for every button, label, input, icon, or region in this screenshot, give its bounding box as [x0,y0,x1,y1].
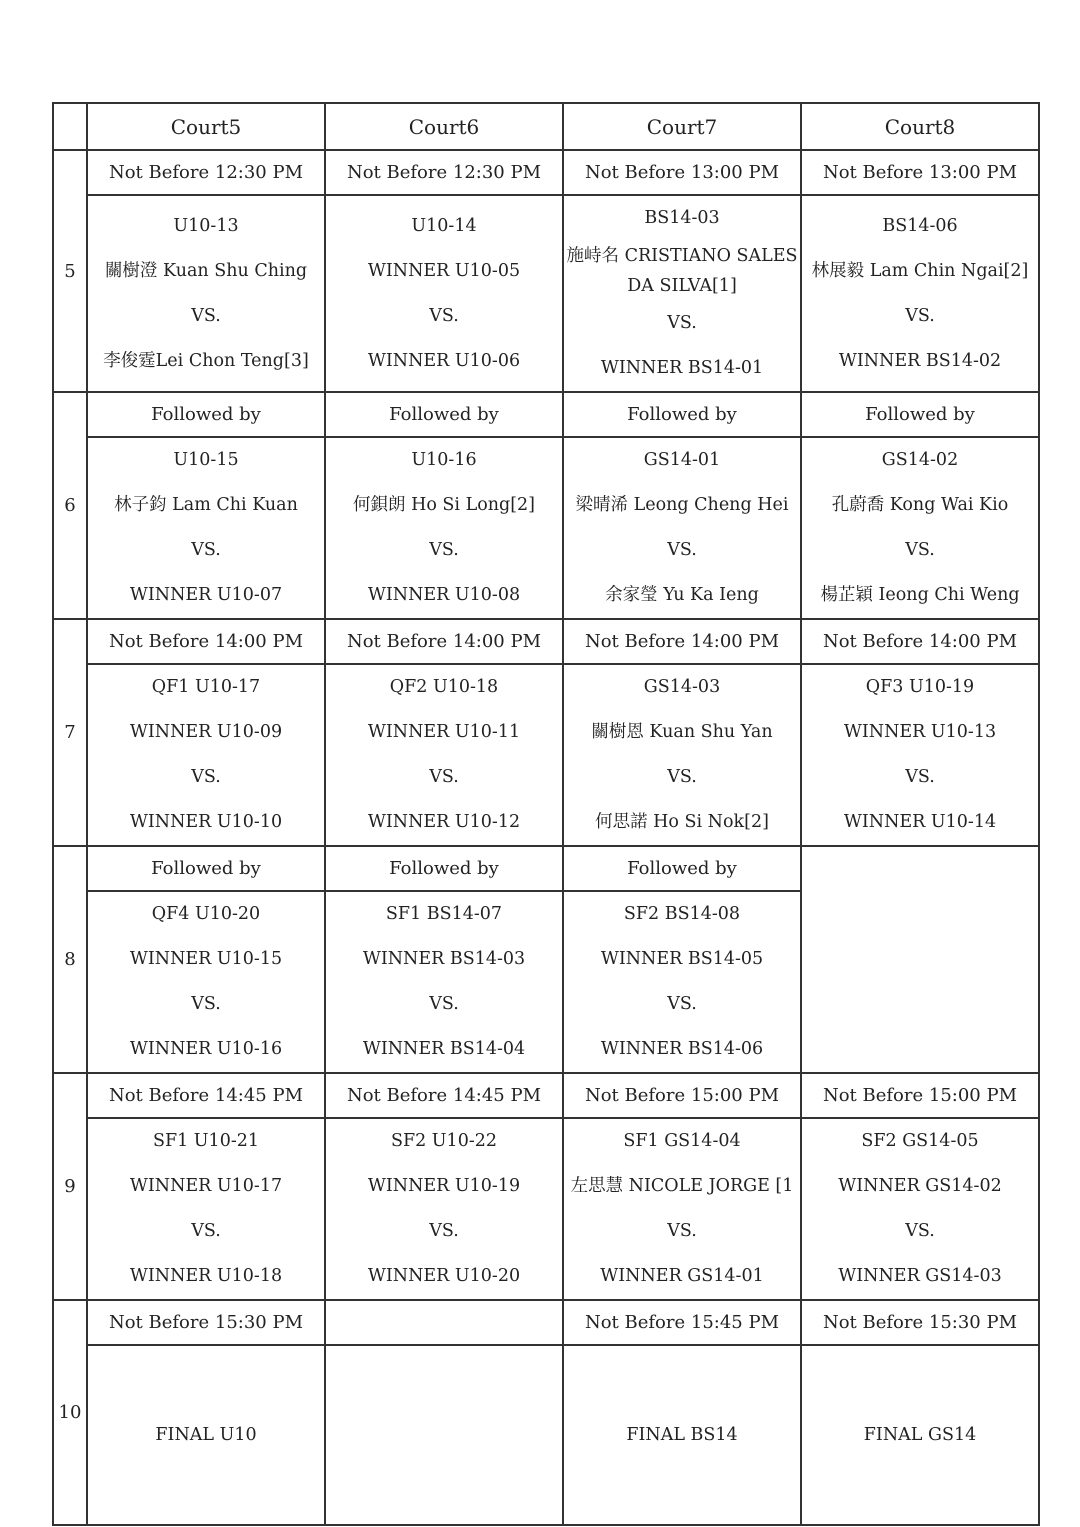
match-cell [801,195,1039,392]
final-cell: FINAL BS14 [563,1345,801,1525]
corner-cell [53,103,87,150]
versus-label: VS. [191,540,221,560]
player-one: WINNER BS14-03 [362,949,526,969]
schedule-table [52,102,1040,1526]
player-two: WINNER U10-20 [367,1266,521,1286]
versus-label: VS. [667,994,697,1014]
player-two: WINNER GS14-03 [838,1266,1002,1286]
match-code: SF1 GS14-04 [623,1131,741,1151]
player-two: 何思諾 Ho Si Nok[2] [595,812,769,832]
time-row [53,1073,1039,1118]
player-one: WINNER U10-17 [129,1176,283,1196]
match-row [53,1118,1039,1300]
match-code: U10-15 [173,450,239,470]
time-cell: Not Before 13:00 PM [801,150,1039,195]
versus-label: VS. [191,994,221,1014]
time-cell: Not Before 15:00 PM [801,1073,1039,1118]
player-one: WINNER U10-15 [129,949,283,969]
time-cell: Not Before 14:45 PM [325,1073,563,1118]
player-two: 李俊霆Lei Chon Teng[3] [103,350,309,371]
time-cell: Followed by [325,846,563,891]
player-one: 梁晴浠 Leong Cheng Hei [575,495,789,515]
versus-label: VS. [429,305,459,326]
court-header: Court5 [87,103,325,150]
time-cell: Not Before 12:30 PM [325,150,563,195]
player-two: WINNER U10-18 [129,1266,283,1286]
match-code: U10-13 [173,215,239,236]
final-cell [325,1345,563,1525]
player-two: WINNER U10-07 [129,585,283,605]
versus-label: VS. [429,767,459,787]
versus-label: VS. [429,540,459,560]
time-row [53,1300,1039,1345]
final-cell: FINAL U10 [87,1345,325,1525]
match-cell [801,437,1039,619]
versus-label: VS. [191,305,221,326]
round-number: 5 [53,150,87,392]
player-two: 楊芷穎 Ieong Chi Weng [820,585,1020,605]
time-cell: Not Before 14:00 PM [87,619,325,664]
match-code: U10-16 [411,450,477,470]
match-cell [801,664,1039,846]
round-number: 8 [53,846,87,1073]
match-code: GS14-01 [643,450,721,470]
round-number: 10 [53,1300,87,1525]
match-code: QF4 U10-20 [151,904,261,924]
player-two: WINNER BS14-02 [838,350,1002,371]
match-code: GS14-03 [643,677,721,697]
match-code: SF1 BS14-07 [385,904,503,924]
player-one: WINNER BS14-05 [600,949,764,969]
match-code: QF1 U10-17 [151,677,261,697]
match-code: QF2 U10-18 [389,677,499,697]
player-one: 林展毅 Lam Chin Ngai[2] [811,260,1029,281]
versus-label: VS. [191,1221,221,1241]
match-code: SF2 GS14-05 [861,1131,979,1151]
time-cell: Not Before 15:45 PM [563,1300,801,1345]
time-cell: Followed by [87,392,325,437]
player-two: WINNER U10-10 [129,812,283,832]
versus-label: VS. [667,1221,697,1241]
time-cell: Not Before 14:45 PM [87,1073,325,1118]
final-cell: FINAL GS14 [801,1345,1039,1525]
time-cell [325,1300,563,1345]
time-cell: Not Before 14:00 PM [801,619,1039,664]
match-cell [801,1118,1039,1300]
player-one: 左思慧 NICOLE JORGE [1 [570,1176,794,1196]
time-row [53,150,1039,195]
versus-label: VS. [667,313,697,333]
match-cell [87,664,325,846]
time-cell: Not Before 14:00 PM [325,619,563,664]
player-two: WINNER U10-14 [843,812,997,832]
match-code: SF1 U10-21 [152,1131,260,1151]
player-two: WINNER U10-16 [129,1039,283,1059]
player-one: 關樹澄 Kuan Shu Ching [104,260,308,281]
match-cell [563,891,801,1073]
time-cell: Followed by [325,392,563,437]
match-cell [87,437,325,619]
player-one: WINNER GS14-02 [838,1176,1002,1196]
time-cell: Not Before 14:00 PM [563,619,801,664]
court-header: Court7 [563,103,801,150]
round-number: 7 [53,619,87,846]
match-code: QF3 U10-19 [865,677,975,697]
player-one: WINNER U10-19 [367,1176,521,1196]
court-header: Court8 [801,103,1039,150]
match-code: SF2 BS14-08 [623,904,741,924]
empty-cell [801,846,1039,1073]
time-cell: Not Before 15:30 PM [87,1300,325,1345]
versus-label: VS. [429,994,459,1014]
round-number: 6 [53,392,87,619]
court-header: Court6 [325,103,563,150]
player-one: 關樹恩 Kuan Shu Yan [591,722,773,742]
player-two: WINNER U10-12 [367,812,521,832]
match-cell [325,437,563,619]
versus-label: VS. [191,767,221,787]
match-cell [325,891,563,1073]
versus-label: VS. [667,540,697,560]
match-row [53,195,1039,392]
versus-label: VS. [905,305,935,326]
match-cell [87,891,325,1073]
player-one: 孔蔚喬 Kong Wai Kio [831,495,1009,515]
time-cell: Not Before 15:30 PM [801,1300,1039,1345]
time-cell: Not Before 12:30 PM [87,150,325,195]
match-row [53,1345,1039,1525]
match-code: SF2 U10-22 [390,1131,498,1151]
match-cell [563,195,801,392]
time-cell: Not Before 13:00 PM [563,150,801,195]
court-header-row [53,103,1039,150]
player-two: WINNER GS14-01 [600,1266,764,1286]
player-one: WINNER U10-05 [367,260,521,281]
time-row [53,619,1039,664]
player-one: 林子鈞 Lam Chi Kuan [114,495,298,515]
versus-label: VS. [905,767,935,787]
player-one: WINNER U10-09 [129,722,283,742]
player-two: WINNER BS14-01 [600,358,764,378]
match-row [53,664,1039,846]
time-cell: Followed by [563,392,801,437]
versus-label: VS. [905,1221,935,1241]
versus-label: VS. [429,1221,459,1241]
match-cell [87,195,325,392]
match-cell [325,195,563,392]
match-code: GS14-02 [881,450,959,470]
versus-label: VS. [905,540,935,560]
time-cell: Followed by [801,392,1039,437]
match-code: BS14-06 [882,215,958,236]
player-two: WINNER U10-08 [367,585,521,605]
round-number: 9 [53,1073,87,1300]
match-code: U10-14 [411,215,477,236]
time-row [53,846,1039,891]
player-one: WINNER U10-11 [367,722,521,742]
versus-label: VS. [667,767,697,787]
match-code: BS14-03 [644,208,720,228]
player-two: 余家瑩 Yu Ka Ieng [605,585,759,605]
player-one: 何鋇朗 Ho Si Long[2] [353,495,535,515]
player-one: 施峙名 CRISTIANO SALES DA SILVA[1] [566,246,798,296]
player-two: WINNER U10-06 [367,350,521,371]
time-cell: Not Before 15:00 PM [563,1073,801,1118]
time-cell: Followed by [563,846,801,891]
match-cell [325,664,563,846]
time-cell: Followed by [87,846,325,891]
match-cell [563,664,801,846]
player-two: WINNER BS14-06 [600,1039,764,1059]
match-cell [563,437,801,619]
time-row [53,392,1039,437]
match-cell [87,1118,325,1300]
match-cell [325,1118,563,1300]
player-one: WINNER U10-13 [843,722,997,742]
player-two: WINNER BS14-04 [362,1039,526,1059]
match-cell [563,1118,801,1300]
match-row [53,437,1039,619]
